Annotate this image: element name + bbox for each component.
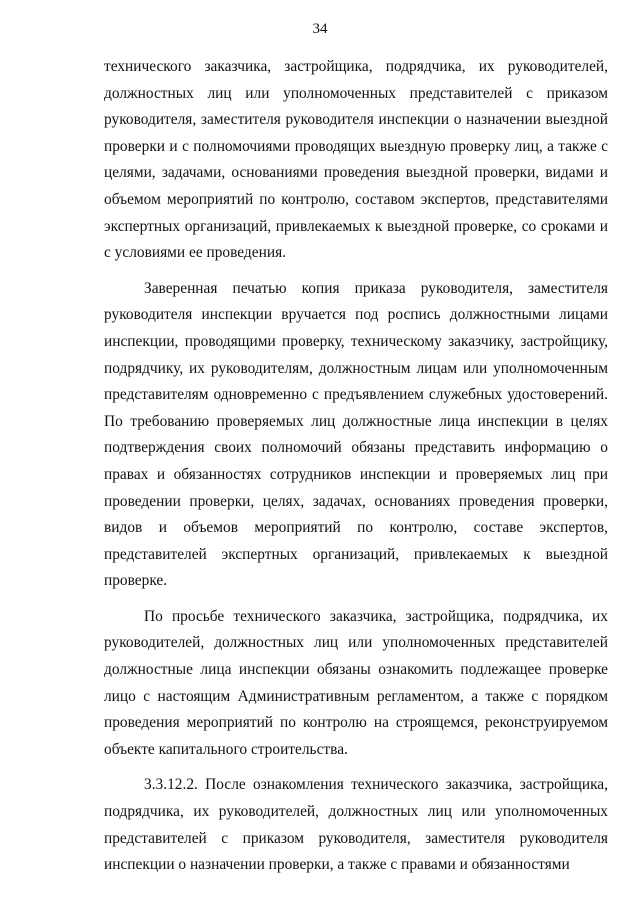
document-body [104, 54, 608, 879]
page-number: 34 [312, 21, 328, 37]
paragraph-3: По просьбе технического заказчика, застройщика, подрядчика, их руководителей, должностных лиц или уполномоченных представителей должностные лица инспекции обязаны ознакомить подлежащее проверке лицо с настоящим Административным регламентом, а также с порядком проведения мероприятий по контролю на строящемся, реконструируемом объекте капитального строительства. [104, 607, 608, 758]
paragraph-2: Заверенная печатью копия приказа руководителя, заместителя руководителя инспекции вручается под роспись должностными лицами инспекции, проводящими проверку, техническому заказчику, застройщику, подрядчику, их руководителям, должностным лицам или уполномоченным представителям одновременно с предъявлением служебных удостоверений. По требованию проверяемых лиц должностные лица инспекции в целях подтверждения своих полномочий обязаны представить информацию о правах и обязанностях сотрудников инспекции и проверяемых лиц при проведении проверки, целях, задачах, основаниях проведения проверки, видов и объемов мероприятий по контролю, составе экспертов, представителей экспертных организаций, привлекаемых к выездной проверке. [104, 279, 608, 590]
paragraph-4: 3.3.12.2. После ознакомления технического заказчика, застройщика, подрядчика, их руководителей, должностных лиц или уполномоченных представителей с приказом руководителя, заместителя руководителя инспекции о назначении проверки, а также с правами и обязанностями [104, 776, 608, 874]
paragraph-1: технического заказчика, застройщика, подрядчика, их руководителей, должностных лиц или уполномоченных представителей с приказом руководителя, заместителя руководителя инспекции о назначении выездной проверки и с полномочиями проводящих выездную проверку лиц, а также с целями, задачами, основаниями проведения выездной проверки, видами и объемом мероприятий по контролю, составом экспертов, представителями экспертных организаций, привлекаемых к выездной проверке, со сроками и с условиями ее проведения. [104, 58, 608, 262]
